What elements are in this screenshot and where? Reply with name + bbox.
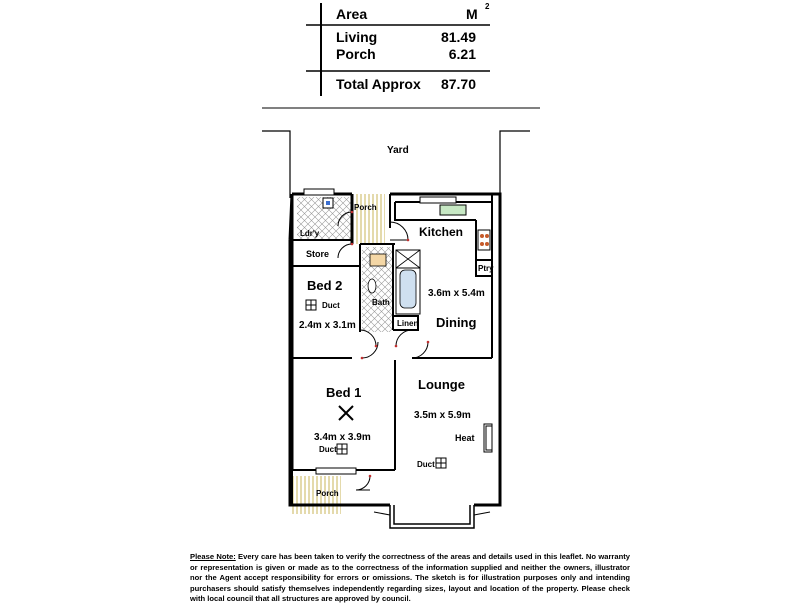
bed1-size: 3.4m x 3.9m bbox=[314, 432, 371, 443]
linen-label: Linen bbox=[397, 319, 419, 328]
store-label: Store bbox=[306, 249, 330, 259]
sink-icon bbox=[440, 205, 466, 215]
dining-label: Dining bbox=[436, 315, 477, 330]
porch-top-label: Porch bbox=[354, 203, 377, 212]
bed2-label: Bed 2 bbox=[307, 278, 343, 293]
yard-label: Yard bbox=[387, 145, 409, 156]
interior-walls bbox=[292, 194, 492, 505]
area-row-label: Porch bbox=[336, 46, 376, 62]
disclaimer-note bbox=[190, 552, 630, 605]
kitchen-label: Kitchen bbox=[419, 225, 464, 239]
area-row-value: 6.21 bbox=[448, 46, 476, 62]
note-text: Every care has been taken to verify the correctness of the areas and details used in this leaflet. No warranty or representation is given or made as to the correctness of the information supplied and neither the owners, illustrator nor the Agent accept responsibility for errors or omissions. The sketch is for illustration purposes only and intending purchasers should satisfy themselves independently regarding sizes, layout and location of the property. Please check with local council that all structures are approved by council. bbox=[190, 552, 630, 604]
lounge-duct-label: Duct bbox=[417, 460, 435, 469]
bed1-label: Bed 1 bbox=[326, 385, 362, 400]
area-header-unit-sup: 2 bbox=[485, 2, 490, 11]
area-row-value: 81.49 bbox=[440, 29, 476, 45]
laundry-label: Ldr'y bbox=[300, 229, 320, 238]
lounge-size: 3.5m x 5.9m bbox=[414, 410, 471, 421]
cooktop-icon bbox=[478, 230, 490, 250]
bath-label: Bath bbox=[372, 298, 390, 307]
toilet-icon bbox=[370, 254, 386, 266]
kitchen-size: 3.6m x 5.4m bbox=[428, 288, 485, 299]
bay-window bbox=[390, 505, 474, 528]
bed2-size: 2.4m x 3.1m bbox=[299, 320, 356, 331]
pantry-label: Ptry bbox=[478, 264, 494, 273]
lounge-label: Lounge bbox=[418, 377, 465, 392]
yard-boundary bbox=[262, 131, 530, 198]
bed1-duct-label: Duct bbox=[319, 445, 337, 454]
area-header-label: Area bbox=[336, 6, 368, 22]
bed2-duct-label: Duct bbox=[322, 301, 340, 310]
area-row-label: Living bbox=[336, 29, 378, 45]
ceiling-fan-icon bbox=[339, 406, 353, 420]
porch-bottom-label: Porch bbox=[316, 489, 339, 498]
note-label: Please Note: bbox=[190, 552, 236, 561]
area-header-unit: M bbox=[466, 6, 478, 22]
area-total-label: Total Approx bbox=[336, 76, 421, 92]
heat-label: Heat bbox=[455, 433, 475, 443]
heater-icon bbox=[486, 426, 492, 450]
area-total-value: 87.70 bbox=[440, 76, 476, 92]
basin-icon bbox=[368, 279, 376, 293]
porch-top-floor bbox=[352, 194, 385, 244]
